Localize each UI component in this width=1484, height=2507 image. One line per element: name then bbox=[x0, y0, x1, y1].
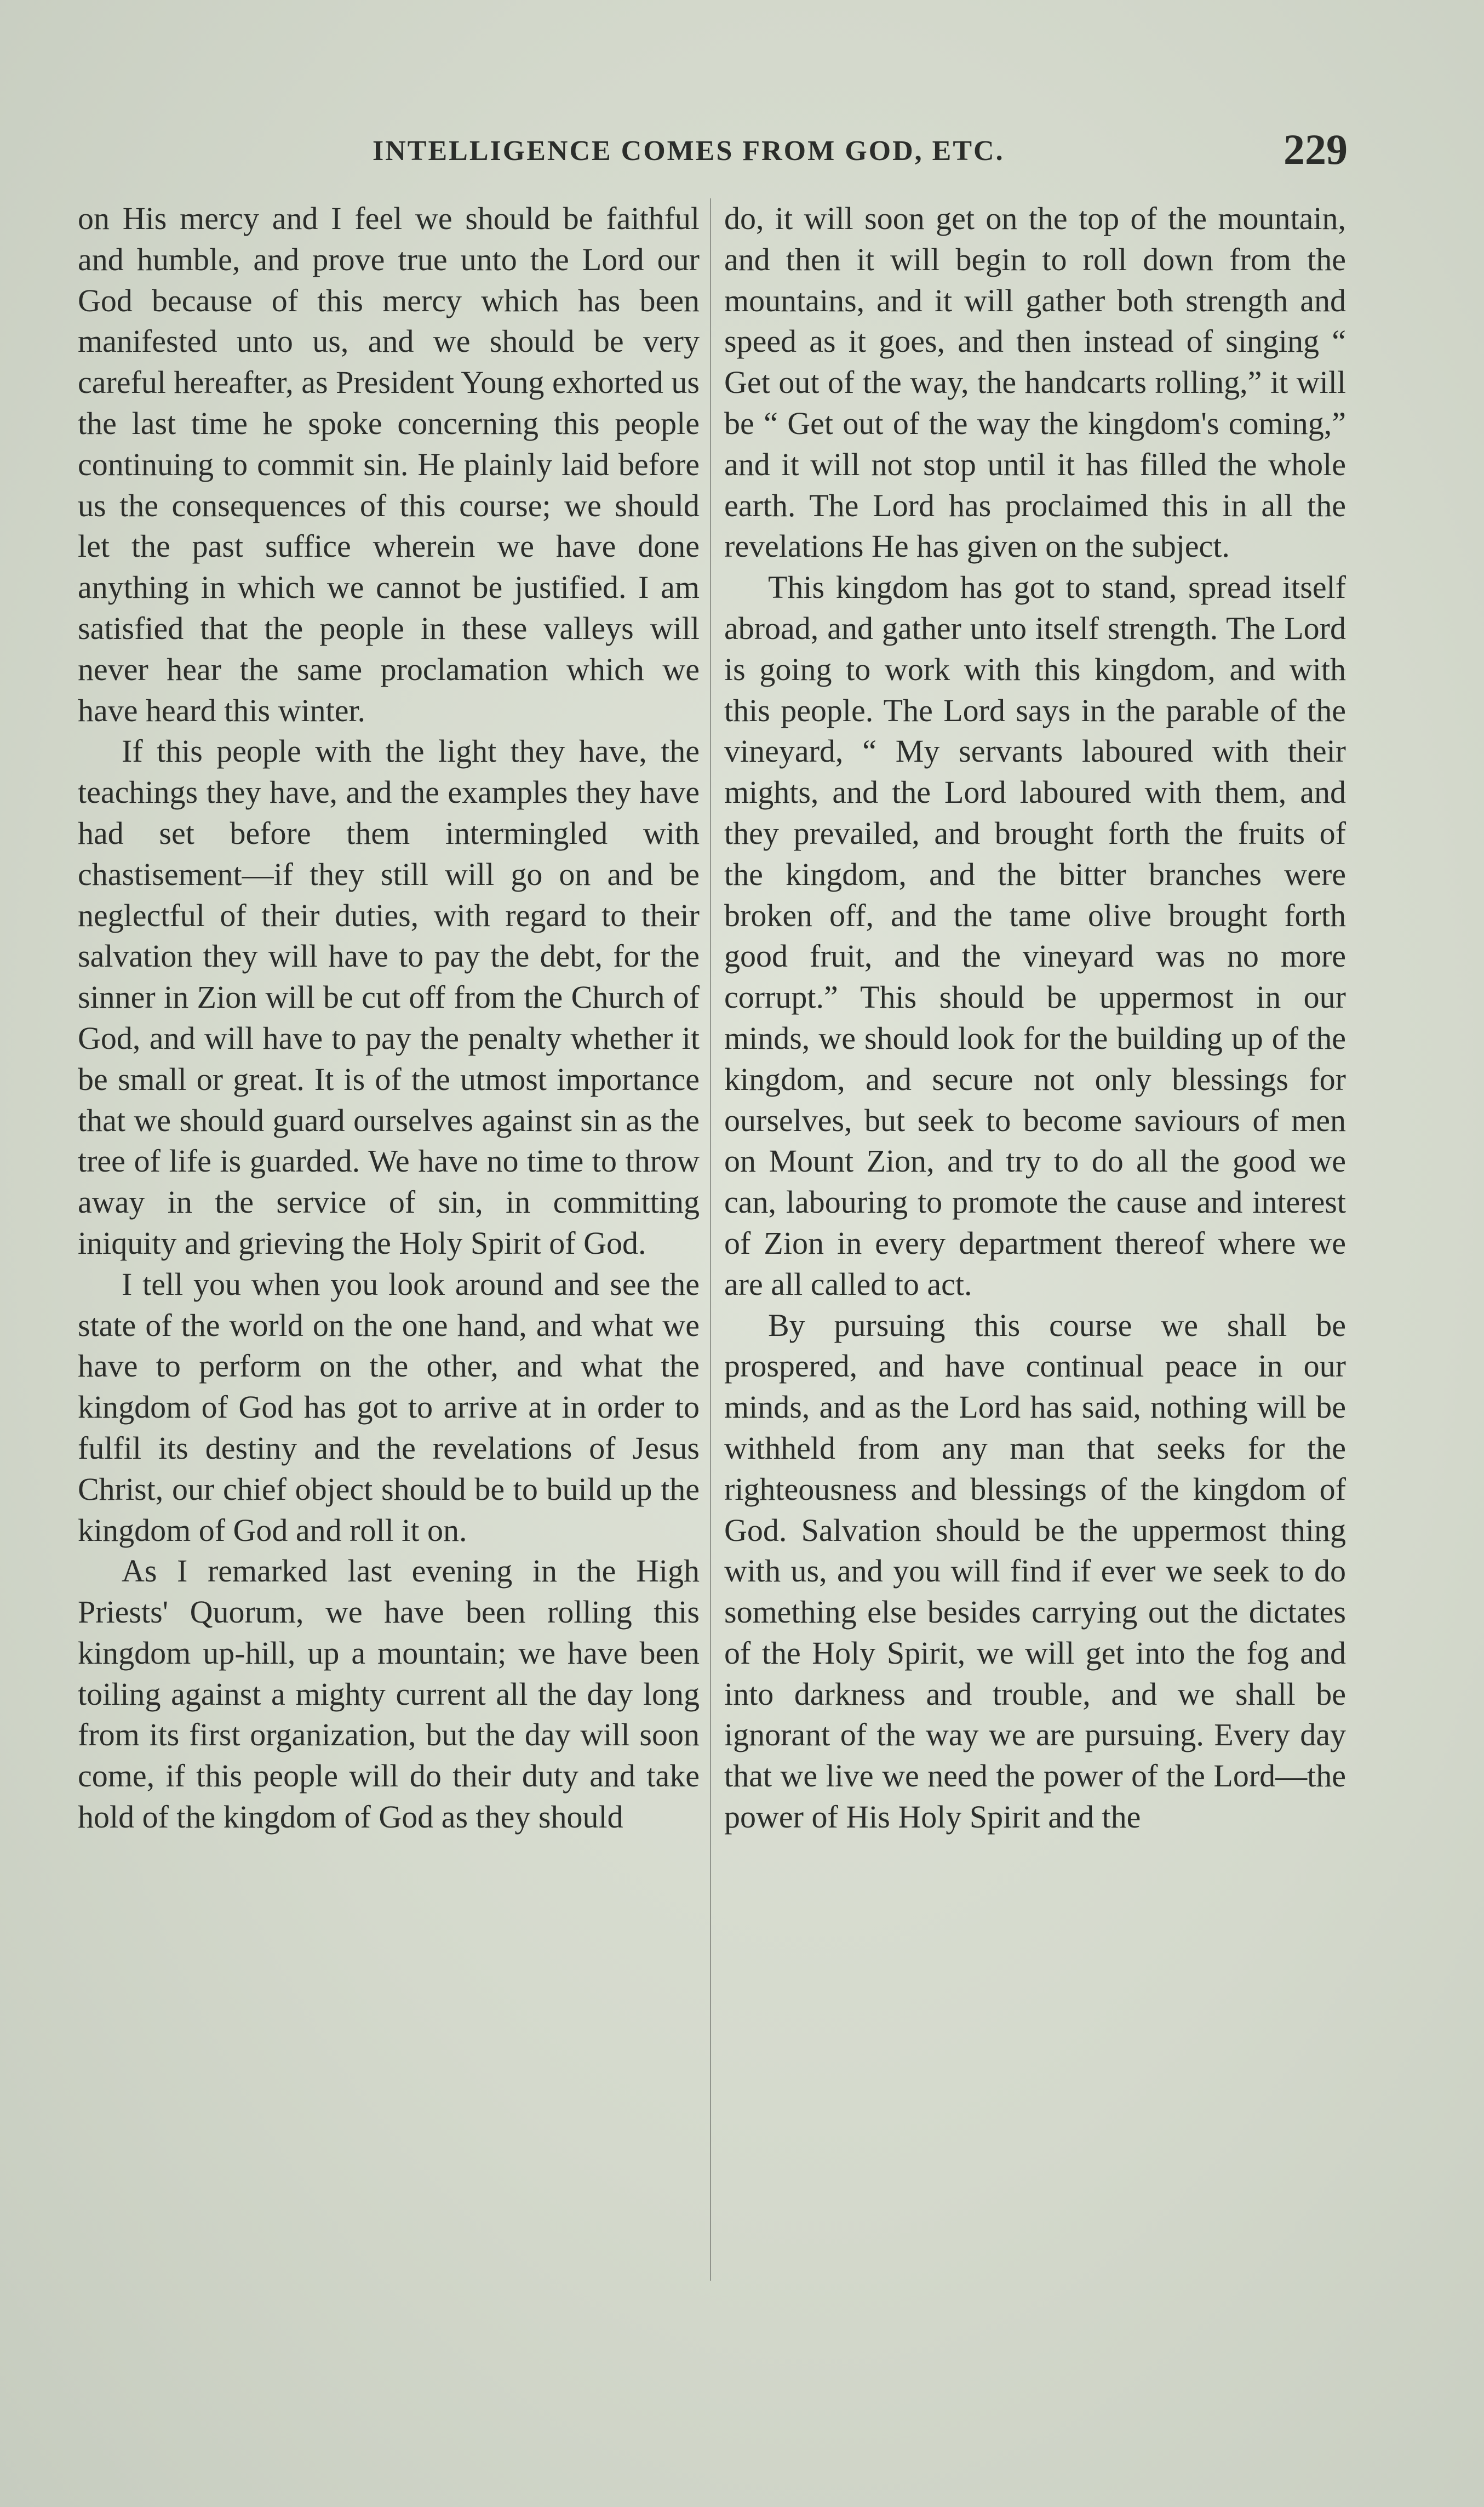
right-column bbox=[724, 198, 1346, 1838]
paragraph: on His mercy and I feel we should be faithful and humble, and prove true unto the Lord our God because of this mercy which has been manifested unto us, and we should be very careful hereafter, as President Young exhorted us the last time he spoke concerning this people continuing to commit sin. He plainly laid before us the consequences of this course; we should let the past suffice wherein we have done anything in which we cannot be justified. I am satisfied that the people in these valleys will never hear the same proclamation which we have heard this winter. bbox=[78, 201, 700, 728]
paragraph: I tell you when you look around and see the state of the world on the one hand, and what we have to perform on the other, and what the kingdom of God has got to arrive at in order to fulfil its destiny and the revelations of Jesus Christ, our chief object should be to build up the kingdom of God and roll it on. bbox=[78, 1266, 700, 1548]
paragraph: By pursuing this course we shall be prospered, and have continual peace in our minds, and as the Lord has said, nothing will be withheld from any man that seeks for the righteousness and blessings of the kingdom of God. Salvation should be the uppermost thing with us, and you will find if ever we seek to do something else besides carrying out the dictates of the Holy Spirit, we will get into the fog and into darkness and trouble, and we shall be ignorant of the way we are pursuing. Every day that we live we need the power of the Lord—the power of His Holy Spirit and the bbox=[724, 1307, 1346, 1835]
page-header bbox=[82, 125, 1348, 174]
page-number: 229 bbox=[1284, 125, 1348, 173]
paragraph: This kingdom has got to stand, spread itself abroad, and gather unto itself strength. The Lord is going to work with this kingdom, and with this people. The Lord says in the parable of the vineyard, “ My servants laboured with their mights, and the Lord laboured with them, and they prevailed, and brought forth the fruits of the kingdom, and the bitter branches were broken off, and the tame olive brought forth good fruit, and the vineyard was no more corrupt.” This should be uppermost in our minds, we should look for the building up of the kingdom, and secure not only blessings for ourselves, but seek to become saviours of men on Mount Zion, and try to do all the good we can, labouring to promote the cause and interest of Zion in every department thereof where we are all called to act. bbox=[724, 569, 1346, 1302]
paragraph: do, it will soon get on the top of the mountain, and then it will begin to roll down from the mountains, and it will gather both strength and speed as it goes, and then instead of singing “ Get out of the way, the handcarts rolling,” it will be “ Get out of the way the kingdom's coming,” and it will not stop until it has filled the whole earth. The Lord has proclaimed this in all the revelations He has given on the subject. bbox=[724, 201, 1346, 564]
running-title: INTELLIGENCE COMES FROM GOD, ETC. bbox=[373, 135, 1005, 167]
paragraph: As I remarked last evening in the High Priests' Quorum, we have been rolling this kingdom up-hill, up a mountain; we have been toiling against a mighty current all the day long from its first organization, but the day will soon come, if this people will do their duty and take hold of the kingdom of God as they should bbox=[78, 1553, 700, 1835]
left-column bbox=[78, 198, 700, 1838]
column-divider bbox=[710, 198, 711, 2281]
paragraph: If this people with the light they have, the teachings they have, and the examples they have had set before them intermingled with chastisement—if they still will go on and be neglectful of their duties, with regard to their salvation they will have to pay the debt, for the sinner in Zion will be cut off from the Church of God, and will have to pay the penalty whether it be small or great. It is of the utmost importance that we should guard ourselves against sin as the tree of life is guarded. We have no time to throw away in the service of sin, in committing iniquity and grieving the Holy Spirit of God. bbox=[78, 733, 700, 1261]
